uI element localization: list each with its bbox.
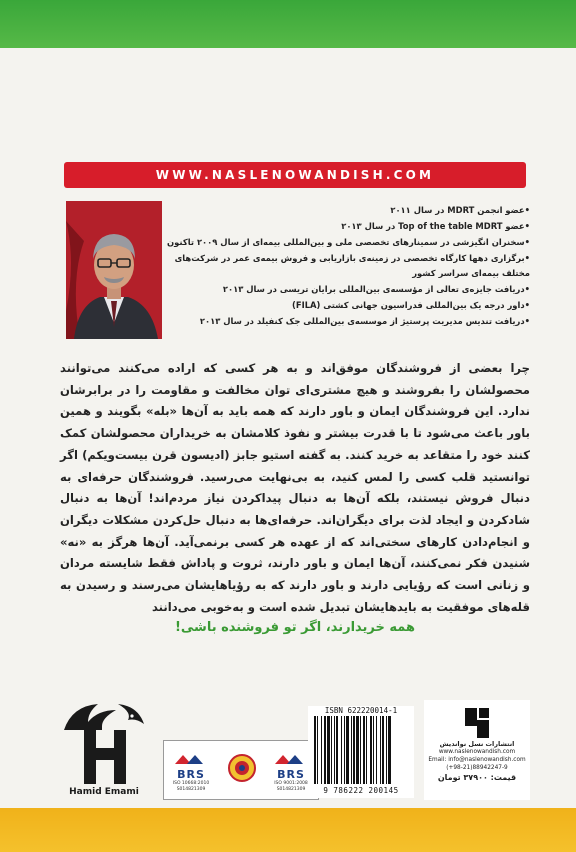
publisher-email: Email: info@naslenowandish.com xyxy=(428,757,526,763)
author-logo-name: Hamid Emami xyxy=(69,787,139,797)
credential-item: • دریافت تندیس مدیریت پرستیژ از موسسه‌ی بین‌المللی جک کنفیلد در سال ۲۰۱۳ xyxy=(170,313,530,329)
brs-mark-icon xyxy=(171,754,211,764)
isbn-label: ISBN 622220014-1 xyxy=(324,706,398,715)
book-description: چرا بعضی از فروشندگان موفق‌اند و به هر کسی که اراده می‌کنند می‌توانند محصولشان را بفروشند و هیچ مشتری‌ای توان مخالفت و مقاومت را در برابرشان ندارد. این فروشندگان ایمان و باور دارند که همه باید به آن‌ها «بله» بگویند و همین باور باعث می‌شود تا با قدرت بیشتر و نفوذ کلامشان به خریداران محصولشان کمک کنند خود را متقاعد به خرید کنند. به گفته استیو جابز (ادیسون قرن بیست‌ویکم) اگر توانستید قلب کسی را لمس کنید، به بی‌نهایت می‌رسید. فروشندگان حرفه‌ای به دنبال فروش نیستند، بلکه آن‌ها به دنبال پیداکردن نیاز مردم‌اند! آن‌ها به دنبال شادکردن و ایجاد لذت برای دیگران‌اند. حرفه‌ای‌ها به دنبال حل‌کردن مشکلات دیگران و انجام‌دادن کارهای سختی‌اند که از عهده هر کسی برنمی‌آید. آن‌ها هرگز به «نه» شنیدن فکر نمی‌کنند، آن‌ها ایمان و باور دارند، ثروت و پاداش فقط شایسته مردان و زنانی است که رؤیایی دارند و باور دارند که به رؤیاهایشان می‌رسند و رسیدن به قله‌های موفقیت به بایدهایشان تبدیل شده است و به‌خوبی می‌دانند xyxy=(60,361,530,614)
publisher-phone: (+98-21)88942247-9 xyxy=(446,765,508,771)
barcode-icon xyxy=(312,716,410,784)
slogan: همه خریدارند، اگر تو فروشنده باشی! xyxy=(174,620,416,635)
bottom-color-band xyxy=(0,808,576,852)
brs-certificate-left: BRS ISO 10668:2010 S014821309 xyxy=(168,749,214,793)
credential-item: • سخنران انگیزشی در سمینارهای تخصصی ملی و بین‌المللی بیمه‌ای از سال ۲۰۰۹ تاکنون xyxy=(170,234,530,250)
top-color-band xyxy=(0,0,576,48)
credential-item: • داور درجه یک بین‌المللی فدراسیون جهانی کشتی (FILA) xyxy=(170,297,530,313)
author-photo-icon xyxy=(66,201,162,339)
brs-certificate-right: BRS ISO 9001:2008 S014821309 xyxy=(268,749,314,793)
isbn-barcode xyxy=(308,706,414,798)
author-credentials-list xyxy=(167,202,530,329)
credential-item: • دریافت جایزه‌ی تعالی از مؤسسه‌ی بین‌المللی برایان تریسی در سال ۲۰۱۳ xyxy=(170,281,530,297)
eagle-h-logo-icon xyxy=(58,700,150,786)
barcode-number: 9 786222 200145 xyxy=(323,786,399,795)
book-price: قیمت: ۳۷۹۰۰ تومان xyxy=(437,773,517,782)
quality-seal-icon xyxy=(227,753,257,783)
credential-item: • عضو Top of the table MDRT در سال ۲۰۱۳ xyxy=(170,218,530,234)
publisher-name: انتشارات نسل نواندیش xyxy=(439,740,515,748)
website-banner xyxy=(64,162,526,188)
website-url: WWW.NASLENOWANDISH.COM xyxy=(155,168,435,182)
brs-mark-icon xyxy=(271,754,311,764)
credential-item: • برگزاری دهها کارگاه تخصصی در زمینه‌ی بازاریابی و فروش بیمه‌ی عمر در شرکت‌های مختلف بیمه‌ای سراسر کشور xyxy=(170,251,530,281)
publisher-block xyxy=(424,700,530,800)
publisher-logo-icon xyxy=(457,706,497,740)
certification-badges xyxy=(163,740,319,800)
author-portrait xyxy=(66,201,162,339)
author-logo xyxy=(58,700,150,804)
credential-item: • عضو انجمن MDRT در سال ۲۰۱۱ xyxy=(170,202,530,218)
publisher-website: www.naslenowandish.com xyxy=(438,749,516,755)
